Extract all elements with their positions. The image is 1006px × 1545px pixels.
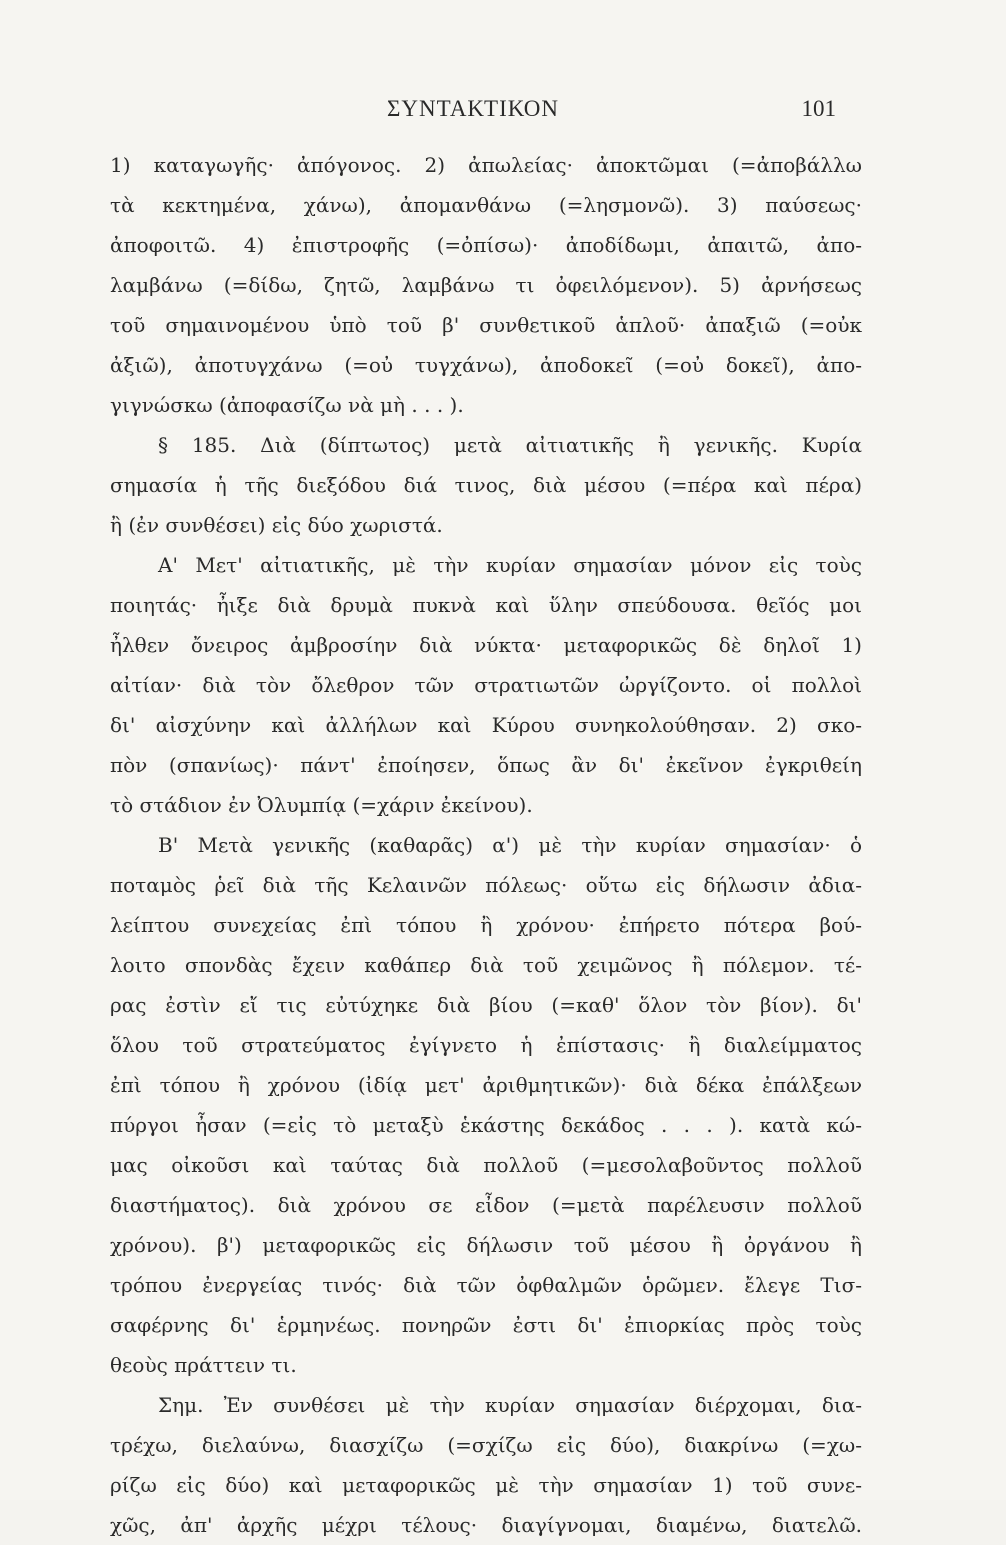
- text-line: λαμβάνω (=δίδω, ζητῶ, λαμβάνω τι ὀφειλόμενον). 5) ἀρνήσεως: [110, 273, 862, 297]
- text-line: πύργοι ἦσαν (=εἰς τὸ μεταξὺ ἑκάστης δεκάδος . . . ). κατὰ κώ-: [110, 1113, 862, 1137]
- text-line: διαστήματος). διὰ χρόνου σε εἶδον (=μετὰ παρέλευσιν πολλοῦ: [110, 1193, 862, 1217]
- text-line: σαφέρνης δι' ἑρμηνέως. πονηρῶν ἐστι δι' ἐπιορκίας πρὸς τοὺς: [110, 1313, 862, 1337]
- text-line: πὸν (σπανίως)· πάντ' ἐποίησεν, ὅπως ἂν δι' ἐκεῖνον ἐγκριθείη: [110, 753, 862, 777]
- text-line: ἦλθεν ὄνειρος ἀμβροσίην διὰ νύκτα· μεταφορικῶς δὲ δηλοῖ 1): [110, 633, 862, 657]
- subsection-line: Β' Μετὰ γενικῆς (καθαρᾶς) α') μὲ τὴν κυρίαν σημασίαν· ὁ: [158, 833, 862, 857]
- subsection-line: Α' Μετ' αἰτιατικῆς, μὲ τὴν κυρίαν σημασίαν μόνον εἰς τοὺς: [158, 553, 862, 577]
- text-line: μας οἰκοῦσι καὶ ταύτας διὰ πολλοῦ (=μεσολαβοῦντος πολλοῦ: [110, 1153, 862, 1177]
- section-heading-line: § 185. Διὰ (δίπτωτος) μετὰ αἰτιατικῆς ἢ γενικῆς. Κυρία: [158, 433, 862, 457]
- page-header: [110, 96, 836, 140]
- text-line: ποιητάς· ἦιξε διὰ δρυμὰ πυκνὰ καὶ ὕλην σπεύδουσα. θεῖός μοι: [110, 593, 862, 617]
- text-line: ρας ἐστὶν εἴ τις εὐτύχηκε διὰ βίου (=καθ' ὅλον τὸν βίον). δι': [110, 993, 862, 1017]
- text-line: λοιτο σπονδὰς ἔχειν καθάπερ διὰ τοῦ χειμῶνος ἢ πόλεμον. τέ-: [110, 953, 862, 977]
- text-line: ἢ (ἐν συνθέσει) εἰς δύο χωριστά.: [110, 513, 443, 537]
- text-line: ποταμὸς ῥεῖ διὰ τῆς Κελαινῶν πόλεως· οὕτω εἰς δήλωσιν ἀδια-: [110, 873, 862, 897]
- text-line: αἰτίαν· διὰ τὸν ὄλεθρον τῶν στρατιωτῶν ὠργίζοντο. οἱ πολλοὶ: [110, 673, 862, 697]
- text-line: χῶς, ἀπ' ἀρχῆς μέχρι τέλους· διαγίγνομαι, διαμένω, διατελῶ.: [110, 1513, 862, 1537]
- page-number: 101: [801, 96, 836, 121]
- text-line: γιγνώσκω (ἀποφασίζω νὰ μὴ . . . ).: [110, 393, 464, 417]
- text-line: ἀποφοιτῶ. 4) ἐπιστροφῆς (=ὀπίσω)· ἀποδίδωμι, ἀπαιτῶ, ἀπο-: [110, 233, 862, 257]
- text-line: τοῦ σημαινομένου ὑπὸ τοῦ β' συνθετικοῦ ἁπλοῦ· ἀπαξιῶ (=οὐκ: [110, 313, 862, 337]
- running-title: ΣΥΝΤΑΚΤΙΚΟΝ: [387, 96, 559, 121]
- note-line: Σημ. Ἐν συνθέσει μὲ τὴν κυρίαν σημασίαν διέρχομαι, δια-: [158, 1393, 862, 1417]
- text-line: θεοὺς πράττειν τι.: [110, 1353, 297, 1377]
- text-line: τὸ στάδιον ἐν Ὀλυμπίᾳ (=χάριν ἐκείνου).: [110, 793, 533, 817]
- text-line: σημασία ἡ τῆς διεξόδου διά τινος, διὰ μέσου (=πέρα καὶ πέρα): [110, 473, 862, 497]
- text-line: λείπτου συνεχείας ἐπὶ τόπου ἢ χρόνου· ἐπήρετο πότερα βού-: [110, 913, 862, 937]
- text-line: ὅλου τοῦ στρατεύματος ἐγίγνετο ἡ ἐπίστασις· ἢ διαλείμματος: [110, 1033, 862, 1057]
- text-line: ἀξιῶ), ἀποτυγχάνω (=οὐ τυγχάνω), ἀποδοκεῖ (=οὐ δοκεῖ), ἀπο-: [110, 353, 862, 377]
- text-line: χρόνου). β') μεταφορικῶς εἰς δήλωσιν τοῦ μέσου ἢ ὀργάνου ἢ: [110, 1233, 862, 1257]
- text-line: δι' αἰσχύνην καὶ ἀλλήλων καὶ Κύρου συνηκολούθησαν. 2) σκο-: [110, 713, 862, 737]
- text-line: τὰ κεκτημένα, χάνω), ἀπομανθάνω (=λησμονῶ). 3) παύσεως·: [110, 193, 862, 217]
- text-line: τρόπου ἐνεργείας τινός· διὰ τῶν ὀφθαλμῶν ὁρῶμεν. ἔλεγε Τισ-: [110, 1273, 862, 1297]
- text-line: τρέχω, διελαύνω, διασχίζω (=σχίζω εἰς δύο), διακρίνω (=χω-: [110, 1433, 862, 1457]
- text-line: ἐπὶ τόπου ἢ χρόνου (ἰδίᾳ μετ' ἀριθμητικῶν)· διὰ δέκα ἐπάλξεων: [110, 1073, 862, 1097]
- text-line: 1) καταγωγῆς· ἀπόγονος. 2) ἀπωλείας· ἀποκτῶμαι (=ἀποβάλλω: [110, 153, 862, 177]
- text-line: ρίζω εἰς δύο) καὶ μεταφορικῶς μὲ τὴν σημασίαν 1) τοῦ συνε-: [110, 1473, 862, 1497]
